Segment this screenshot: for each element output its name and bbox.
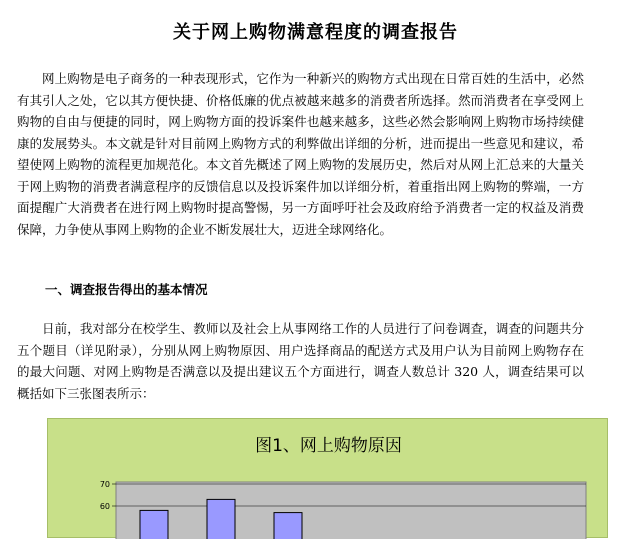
section-heading: 一、调查报告得出的基本情况 xyxy=(45,282,208,297)
intro-paragraph: 网上购物是电子商务的一种表现形式，它作为一种新兴的购物方式出现在日常百姓的生活中，必然有其引人之处，它以其方便快捷、价格低廉的优点被越来越多的消费者所选择。然而消费者在享受网上购物的自由与便捷的同时，网上购物方面的投诉案件也越来越多，这些必然会影响网上购物市场持续健康的发展势头。本文就是针对目前网上购物方式的利弊做出详细的分析，进而提出一些意见和建议，希望使网上购物的流程更加规范化。本文首先概述了网上购物的发展历史，然后对从网上汇总来的大量关于网上购物的消费者满意程序的反馈信息以及投诉案件加以详细分析，着重指出网上购物的弊端，一方面提醒广大消费者在进行网上购物时提高警惕，另一方面呼吁社会及政府给予消费者一定的权益及消费保障，力争使从事网上购物的企业不断发展壮大，迈进全球网络化。 xyxy=(17,71,584,237)
survey-paragraph: 日前，我对部分在校学生、教师以及社会上从事网络工作的人员进行了问卷调查，调查的问题共分五个题目（详见附录），分别从网上购物原因、用户选择商品的配送方式及用户认为目前网上购物存在的最大问题、对网上购物是否满意以及提出建议五个方面进行，调查人数总计 320 人，调查结果可以概括如下三张图表所示： xyxy=(17,321,584,401)
bar-chart xyxy=(48,419,609,539)
document-title: 关于网上购物满意程度的调查报告 xyxy=(173,22,458,43)
plot-area xyxy=(116,482,586,539)
y-tick-label: 70 xyxy=(99,480,110,489)
y-tick-label: 60 xyxy=(99,502,110,511)
bar xyxy=(207,499,235,539)
chart-title: 图1、网上购物原因 xyxy=(255,436,402,456)
chart-container xyxy=(47,418,608,538)
bar xyxy=(274,513,302,539)
